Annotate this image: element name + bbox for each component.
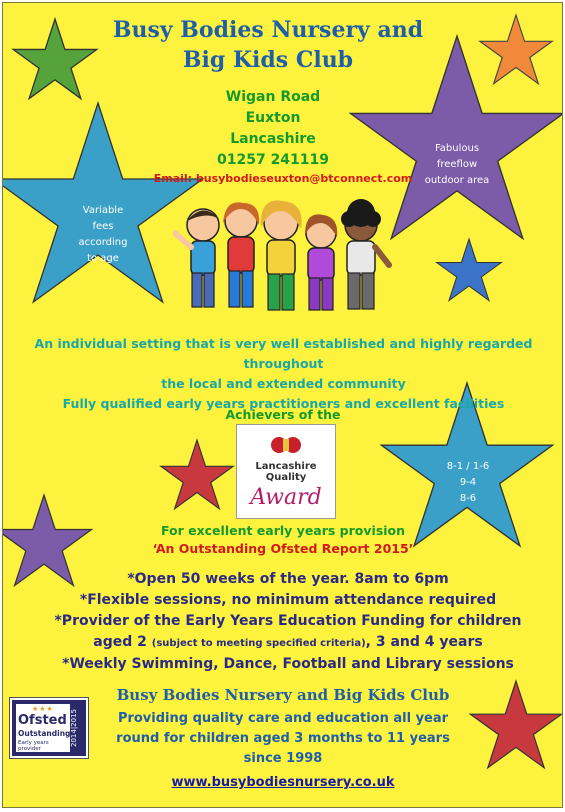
lancashire-award-logo bbox=[236, 424, 336, 519]
address-line-3: Lancashire bbox=[230, 131, 316, 147]
feature-4-part-a: aged 2 bbox=[93, 634, 152, 650]
outdoor-star-text bbox=[421, 141, 493, 189]
award-logo-line-1: Lancashire bbox=[255, 461, 317, 472]
address-line-1: Wigan Road bbox=[225, 89, 321, 105]
footer-line-1: Providing quality care and education all year bbox=[117, 711, 449, 726]
fees-text-3: according bbox=[78, 237, 128, 248]
ofsted-report-text: ‘An Outstanding Ofsted Report 2015’ bbox=[152, 541, 414, 556]
child-3-icon bbox=[261, 201, 302, 310]
features-list bbox=[43, 569, 533, 675]
ratio-text-3: 8-6 bbox=[459, 493, 477, 504]
child-5-icon bbox=[341, 199, 389, 309]
ofsted-grade: Outstanding bbox=[18, 729, 71, 738]
fees-text-2: fees bbox=[92, 221, 114, 232]
flyer bbox=[2, 2, 563, 808]
ofsted-badge-panel bbox=[16, 704, 70, 752]
ratio-text-2: 9-4 bbox=[459, 477, 477, 488]
red-star-mid-icon bbox=[161, 440, 233, 509]
child-1-icon bbox=[175, 209, 219, 307]
red-rose-icon bbox=[269, 433, 303, 457]
address bbox=[148, 87, 398, 171]
red-star-bottom-icon bbox=[470, 681, 561, 768]
green-star-icon bbox=[13, 19, 97, 99]
feature-4 bbox=[43, 632, 533, 654]
fees-text-1: Variable bbox=[82, 205, 124, 216]
ratio-text-1: 8-1 / 1-6 bbox=[446, 461, 490, 472]
ratios-star-text bbox=[437, 459, 499, 507]
intro bbox=[11, 334, 556, 414]
title-line-1: Busy Bodies Nursery and bbox=[112, 17, 424, 43]
ofsted-stars-icon: ★★★ bbox=[32, 705, 54, 713]
ofsted-badge bbox=[10, 698, 88, 758]
footer-line-2: round for children aged 3 months to 11 years bbox=[116, 731, 450, 746]
feature-3: *Provider of the Early Years Education Funding for children bbox=[54, 613, 522, 629]
footer-tagline bbox=[98, 709, 468, 769]
fees-star-text bbox=[73, 203, 133, 267]
intro-line-3: Fully qualified early years practitioners and excellent facilities bbox=[62, 396, 505, 411]
outdoor-text-2: freeflow bbox=[436, 159, 478, 170]
feature-4-part-c: , 3 and 4 years bbox=[365, 634, 483, 650]
achievers-text: Achievers of the bbox=[225, 407, 341, 422]
title bbox=[103, 15, 433, 75]
footer-name: Busy Bodies Nursery and Big Kids Club bbox=[116, 686, 450, 704]
outdoor-text-3: outdoor area bbox=[424, 175, 490, 186]
children-illustration bbox=[173, 195, 393, 320]
website-link[interactable]: www.busybodiesnursery.co.uk bbox=[171, 775, 395, 790]
ofsted-name: Ofsted bbox=[18, 713, 67, 728]
feature-5: *Weekly Swimming, Dance, Football and Library sessions bbox=[62, 656, 514, 672]
feature-4-note: (subject to meeting specified criteria) bbox=[151, 638, 366, 649]
feature-2: *Flexible sessions, no minimum attendance required bbox=[79, 592, 497, 608]
feature-1: *Open 50 weeks of the year. 8am to 6pm bbox=[127, 571, 449, 587]
child-2-icon bbox=[223, 202, 259, 307]
ofsted-years-text: 2014|2015 bbox=[70, 709, 78, 747]
footer-line-3: since 1998 bbox=[243, 751, 323, 766]
intro-line-1: An individual setting that is very well established and highly regarded throughout bbox=[34, 336, 533, 371]
intro-line-2: the local and extended community bbox=[161, 376, 406, 391]
award-logo-line-2: Quality bbox=[265, 472, 307, 483]
ofsted-sub: Early years provider bbox=[18, 740, 49, 752]
ofsted-years bbox=[70, 704, 82, 752]
child-4-icon bbox=[305, 214, 337, 310]
outdoor-text-1: Fabulous bbox=[434, 143, 480, 154]
fees-text-4: to age bbox=[87, 253, 119, 264]
award-logo-line-3: Award bbox=[250, 485, 322, 510]
title-line-2: Big Kids Club bbox=[182, 47, 354, 73]
blue-star-small-icon bbox=[437, 239, 502, 301]
address-line-2: Euxton bbox=[245, 110, 301, 126]
provision-text: For excellent early years provision bbox=[160, 523, 406, 538]
phone: 01257 241119 bbox=[216, 152, 330, 168]
email[interactable]: Email: busybodieseuxton@btconnect.com bbox=[153, 172, 413, 185]
orange-star-icon bbox=[480, 15, 552, 84]
